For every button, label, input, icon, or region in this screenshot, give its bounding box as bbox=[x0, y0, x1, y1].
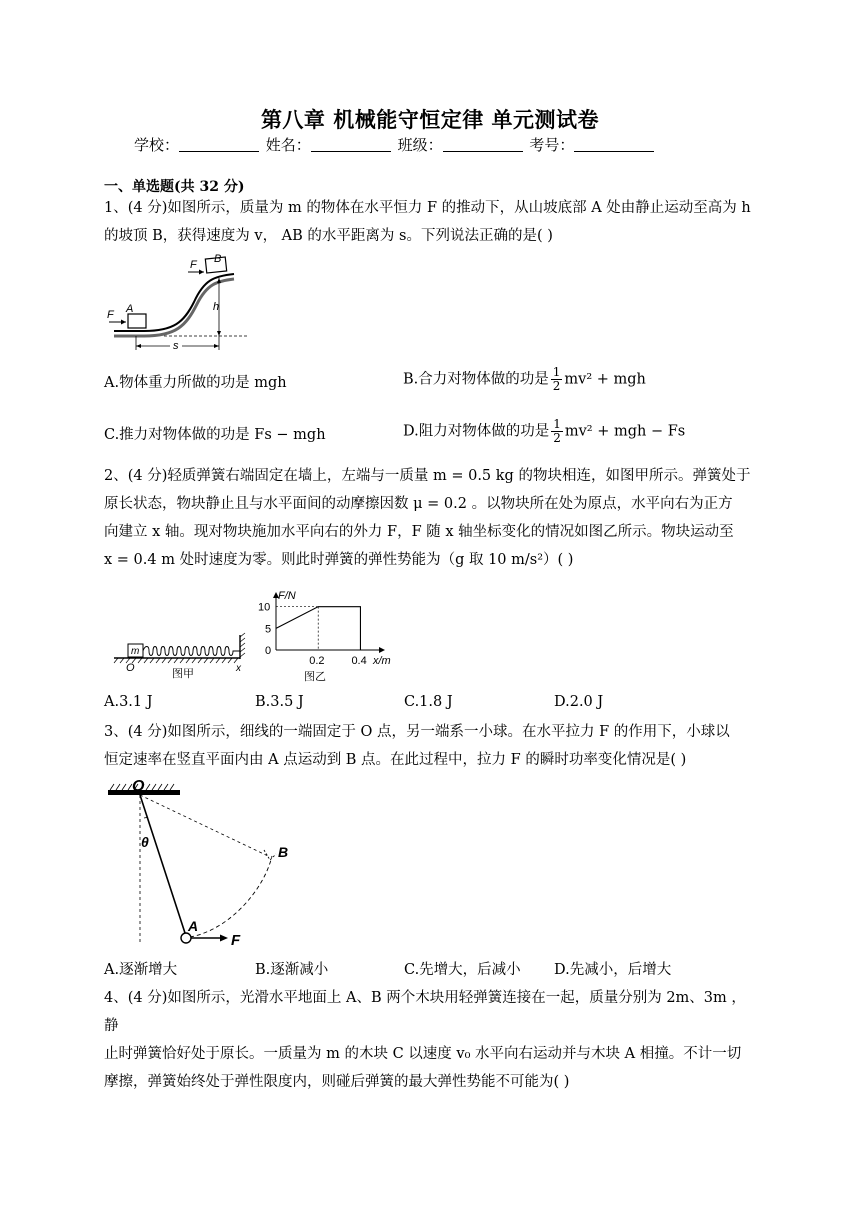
label-f1: F bbox=[107, 309, 114, 321]
q3-option-d[interactable]: D.先减小，后增大 bbox=[554, 962, 672, 978]
q2-option-c[interactable]: C.1.8 J bbox=[404, 694, 453, 710]
q1-option-a[interactable]: A.物体重力所做的功是 mgh bbox=[104, 375, 287, 391]
label-a: A bbox=[188, 918, 199, 934]
x-axis-label: x/m bbox=[373, 655, 391, 667]
question-3-figure bbox=[104, 780, 304, 952]
label-a: A bbox=[126, 303, 134, 315]
exam-no-field[interactable] bbox=[574, 137, 654, 152]
class-label: 班级： bbox=[397, 136, 443, 154]
name-field[interactable] bbox=[311, 137, 391, 152]
exam-no-label: 考号： bbox=[529, 136, 575, 154]
x-axis-arrow bbox=[379, 647, 385, 653]
label-f2: F bbox=[190, 259, 197, 271]
y-tick-0: 0 bbox=[265, 645, 272, 657]
fraction-half: $\frac{1}{2}$ bbox=[553, 417, 561, 445]
q1-option-b-text: B.合力对物体做的功是 bbox=[403, 371, 549, 388]
question-1-stem bbox=[104, 194, 758, 250]
q1-option-b[interactable] bbox=[403, 366, 646, 393]
question-2-figure-jia bbox=[112, 625, 254, 683]
caption-yi: 图乙 bbox=[304, 671, 326, 683]
question-4-line-3: 摩擦，弹簧始终处于弹性限度内，则碰后弹簧的最大弹性势能不可能为( ) bbox=[104, 1074, 570, 1090]
label-b: B bbox=[214, 253, 222, 265]
question-2-line-4: x = 0.4 m 处时速度为零。则此时弹簧的弹性势能为（g 取 10 m/s²）( ) bbox=[104, 552, 574, 568]
label-s: s bbox=[173, 340, 179, 352]
x-tick-02: 0.2 bbox=[309, 655, 325, 667]
caption-jia: 图甲 bbox=[172, 668, 194, 680]
q3-option-a[interactable]: A.逐渐增大 bbox=[104, 962, 178, 978]
question-2-line-1: 2、(4 分)轻质弹簧右端固定在墙上，左端与一质量 m = 0.5 kg 的物块相连，如图甲所示。弹簧处于 bbox=[104, 468, 751, 484]
q1-option-c[interactable]: C.推力对物体做的功是 Fs − mgh bbox=[104, 427, 326, 443]
arc-path bbox=[190, 856, 272, 937]
question-2-line-3: 向建立 x 轴。现对物块施加水平向右的外力 F，F 随 x 轴坐标变化的情况如图乙所示。物块运动至 bbox=[104, 524, 734, 540]
label-b: B bbox=[278, 844, 289, 860]
x-tick-04: 0.4 bbox=[351, 655, 367, 667]
question-4-line-1: 4、(4 分)如图所示，光滑水平地面上 A、B 两个木块用轻弹簧连接在一起，质量分别为 2m、3m ，静 bbox=[104, 990, 746, 1034]
question-2-stem bbox=[104, 462, 758, 574]
question-2-figure-yi-chart bbox=[254, 590, 394, 690]
label-m: m bbox=[131, 646, 140, 657]
question-3-line-2: 恒定速率在竖直平面内由 A 点运动到 B 点。在此过程中，拉力 F 的瞬时功率变化情况是( ) bbox=[104, 752, 687, 768]
school-label: 学校： bbox=[134, 136, 180, 154]
q1-option-d[interactable] bbox=[403, 418, 685, 445]
y-tick-10: 10 bbox=[258, 601, 271, 614]
name-label: 姓名： bbox=[265, 136, 311, 154]
q2-option-a[interactable]: A.3.1 J bbox=[104, 694, 153, 710]
ball bbox=[181, 933, 191, 943]
q1-option-b-formula: mv² + mgh bbox=[564, 371, 646, 388]
student-info-line bbox=[134, 134, 656, 155]
question-1-line-1: 1、(4 分)如图所示，质量为 m 的物体在水平恒力 F 的推动下，从山坡底部 A 处由静止运动至高为 h bbox=[104, 200, 751, 216]
label-o: O bbox=[132, 780, 145, 795]
block-a bbox=[128, 314, 146, 328]
q1-option-d-text: D.阻力对物体做的功是 bbox=[403, 423, 550, 440]
q2-option-d[interactable]: D.2.0 J bbox=[554, 694, 604, 710]
label-x: x bbox=[236, 663, 241, 674]
label-f: F bbox=[231, 932, 241, 949]
question-1-line-2: 的坡顶 B，获得速度为 v， AB 的水平距离为 s。下列说法正确的是( ) bbox=[104, 228, 553, 244]
class-field[interactable] bbox=[443, 137, 523, 152]
label-h: h bbox=[213, 301, 220, 313]
question-3-stem bbox=[104, 718, 758, 774]
question-1-figure bbox=[104, 252, 254, 354]
spring bbox=[143, 647, 240, 656]
question-2-line-2: 原长状态，物块静止且与水平面间的动摩擦因数 μ = 0.2 。以物块所在处为原点，水平向右为正方 bbox=[104, 496, 733, 512]
q2-option-b[interactable]: B.3.5 J bbox=[255, 694, 304, 710]
question-3-line-1: 3、(4 分)如图所示，细线的一端固定于 O 点，另一端系一小球。在水平拉力 F 的作用下，小球以 bbox=[104, 724, 730, 740]
fraction-half: $\frac{1}{2}$ bbox=[552, 365, 561, 393]
page-title: 第八章 机械能守恒定律 单元测试卷 bbox=[260, 107, 600, 132]
y-axis-label: F/N bbox=[278, 590, 296, 602]
question-4-line-2: 止时弹簧恰好处于原长。一质量为 m 的木块 C 以速度 v₀ 水平向右运动并与木块 A 相撞。不计一切 bbox=[104, 1046, 742, 1062]
question-4-stem bbox=[104, 984, 758, 1096]
label-o: O bbox=[126, 662, 135, 674]
string bbox=[140, 795, 185, 933]
q3-option-b[interactable]: B.逐渐减小 bbox=[255, 962, 329, 978]
section-heading: 一、单选题(共 32 分) bbox=[104, 179, 245, 195]
label-theta: θ bbox=[141, 834, 149, 850]
school-field[interactable] bbox=[179, 137, 259, 152]
q1-option-d-formula: mv² + mgh − Fs bbox=[564, 423, 686, 440]
y-tick-5: 5 bbox=[265, 623, 272, 636]
q3-option-c[interactable]: C.先增大，后减小 bbox=[404, 962, 521, 978]
